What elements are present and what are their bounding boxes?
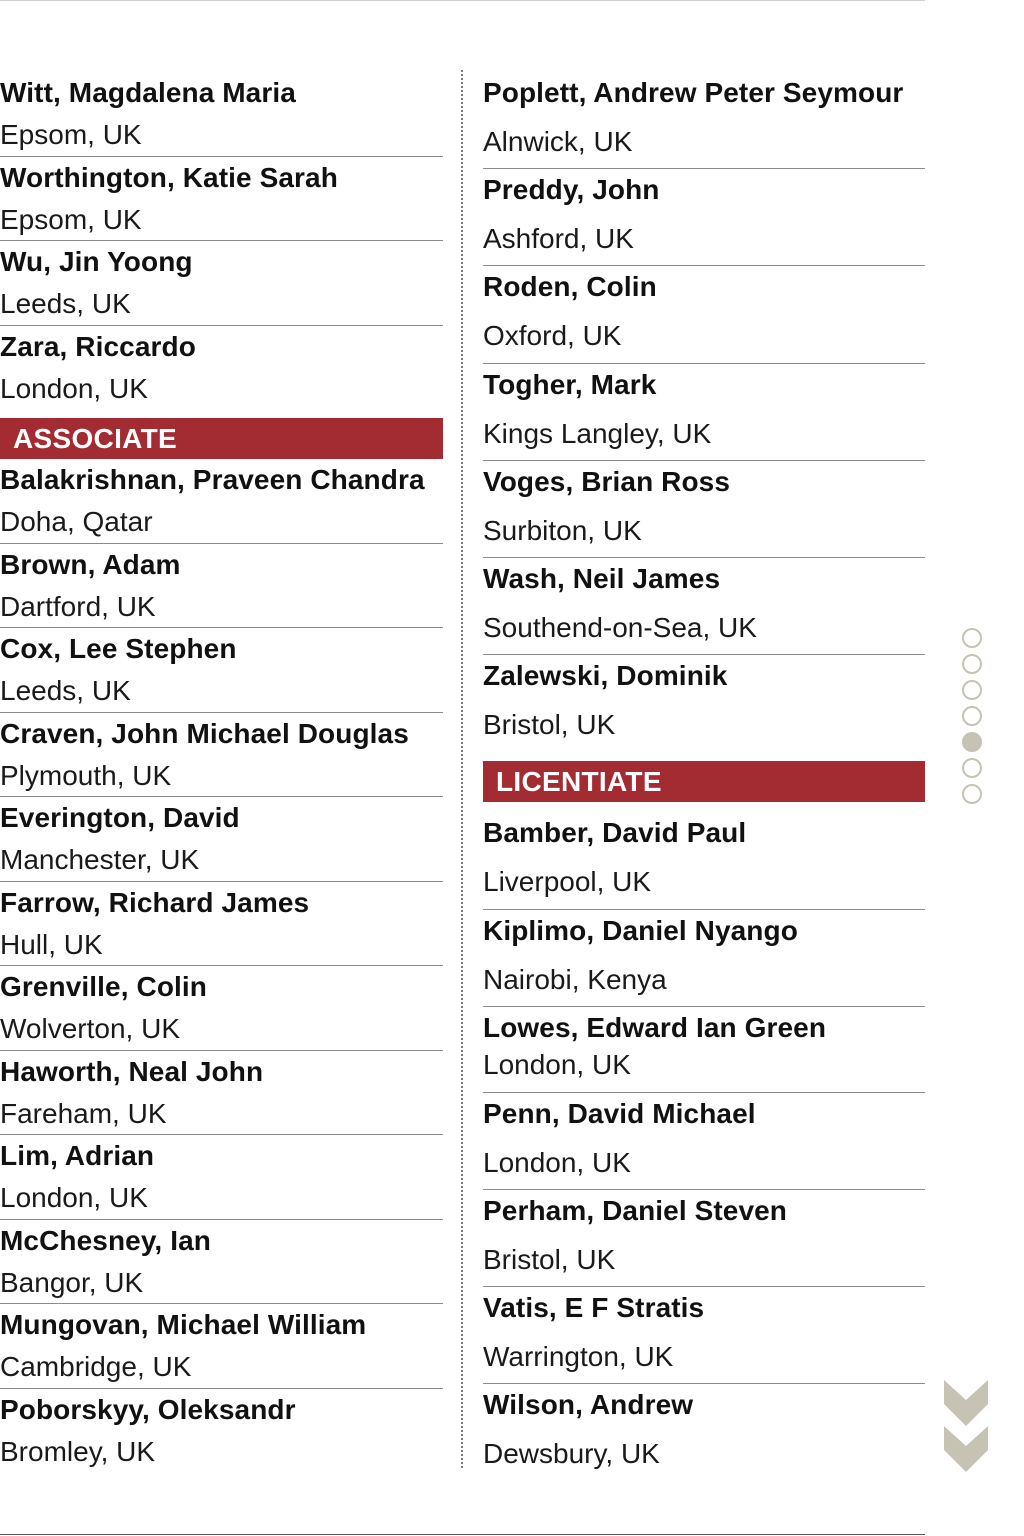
member-name: Cox, Lee Stephen [0,633,237,664]
member-location: London, UK [0,372,148,404]
member-name: Witt, Magdalena Maria [0,77,296,108]
page-dot[interactable] [962,628,982,648]
list-item [0,1051,443,1136]
member-location: Epsom, UK [0,203,142,235]
member-location: Bangor, UK [0,1266,144,1298]
list-item [483,558,925,655]
member-name: Bamber, David Paul [483,817,747,849]
member-name: Brown, Adam [0,548,181,580]
list-item [0,157,443,242]
list-item [483,1007,925,1093]
member-location: Leeds, UK [0,288,131,319]
page-dot[interactable] [962,784,982,804]
member-name: Haworth, Neal John [0,1055,264,1087]
member-location: Wolverton, UK [0,1013,180,1044]
list-item [483,1384,925,1481]
member-location: Manchester, UK [0,844,200,875]
list-item [0,713,443,798]
member-location: Ashford, UK [483,223,634,255]
list-item [0,1135,443,1220]
right-column [483,72,925,1481]
member-name: Togher, Mark [483,368,657,400]
page-dot[interactable] [962,680,982,700]
list-item [0,966,443,1051]
member-name: Grenville, Colin [0,971,207,1002]
member-location: Bristol, UK [483,1243,616,1275]
member-name: Wu, Jin Yoong [0,246,193,277]
member-name: Preddy, John [483,174,660,206]
page-dot[interactable] [962,654,982,674]
list-item [483,1093,925,1190]
list-item [483,72,925,169]
list-item [483,461,925,558]
member-name: Lowes, Edward Ian Green [483,1011,827,1043]
list-item [0,544,443,629]
member-location: Surbiton, UK [483,514,642,546]
page-dot-current[interactable] [962,732,982,752]
list-item [483,1190,925,1287]
member-name: Zalewski, Dominik [483,660,728,692]
member-location: Liverpool, UK [483,866,652,898]
member-location: London, UK [483,1146,631,1178]
list-item [0,326,443,411]
section-header-associate: ASSOCIATE [0,418,443,459]
bottom-rule [0,1534,925,1535]
column-divider [461,70,463,1468]
member-location: Cambridge, UK [0,1351,192,1382]
top-rule [0,0,925,1]
page-dot[interactable] [962,706,982,726]
member-name: Worthington, Katie Sarah [0,161,338,193]
list-item [0,1220,443,1305]
list-item [483,266,925,363]
member-name: Poplett, Andrew Peter Seymour [483,77,904,108]
member-location: Kings Langley, UK [483,417,712,449]
member-name: Vatis, E F Stratis [483,1292,705,1324]
member-location: Bristol, UK [483,709,616,741]
double-chevron-down-icon[interactable] [944,1380,988,1476]
list-item [0,882,443,967]
list-item [0,241,443,326]
member-location: Hull, UK [0,928,103,960]
member-name: Penn, David Michael [483,1097,756,1129]
list-item [483,812,925,909]
list-item [483,169,925,266]
member-name: Everington, David [0,802,240,833]
list-item [0,628,443,713]
member-name: Wilson, Andrew [483,1389,694,1421]
page-dot[interactable] [962,758,982,778]
member-location: Southend-on-Sea, UK [483,611,757,643]
list-item [0,797,443,882]
member-location: Plymouth, UK [0,759,172,791]
member-name: Farrow, Richard James [0,886,310,918]
member-location: Nairobi, Kenya [483,963,667,995]
member-name: Craven, John Michael Douglas [0,717,409,749]
section-header-licentiate: LICENTIATE [483,761,925,802]
list-item [0,459,443,544]
member-location: Doha, Qatar [0,506,153,537]
member-name: McChesney, Ian [0,1224,211,1256]
member-name: Wash, Neil James [483,562,721,594]
list-item [0,1389,443,1474]
list-item [0,72,443,157]
member-location: London, UK [483,1048,631,1080]
member-location: Epsom, UK [0,119,142,150]
left-column [0,72,443,1473]
member-location: London, UK [0,1182,148,1213]
member-location: Oxford, UK [483,320,622,352]
member-location: Leeds, UK [0,675,131,706]
list-item [483,1287,925,1384]
member-name: Poborskyy, Oleksandr [0,1393,296,1425]
list-item [483,655,925,752]
member-location: Fareham, UK [0,1097,167,1129]
member-name: Zara, Riccardo [0,330,196,362]
member-name: Mungovan, Michael William [0,1309,367,1340]
member-name: Voges, Brian Ross [483,465,731,497]
member-location: Dartford, UK [0,590,156,622]
page-indicator-dots [962,628,986,810]
member-name: Perham, Daniel Steven [483,1194,788,1226]
member-name: Lim, Adrian [0,1140,155,1171]
member-location: Bromley, UK [0,1435,156,1467]
member-name: Roden, Colin [483,271,657,303]
list-item [483,364,925,461]
member-location: Warrington, UK [483,1341,674,1373]
member-name: Kiplimo, Daniel Nyango [483,914,798,946]
list-item [0,1304,443,1389]
list-item [483,910,925,1007]
member-location: Alnwick, UK [483,126,633,157]
member-location: Dewsbury, UK [483,1438,660,1470]
member-name: Balakrishnan, Praveen Chandra [0,464,425,495]
